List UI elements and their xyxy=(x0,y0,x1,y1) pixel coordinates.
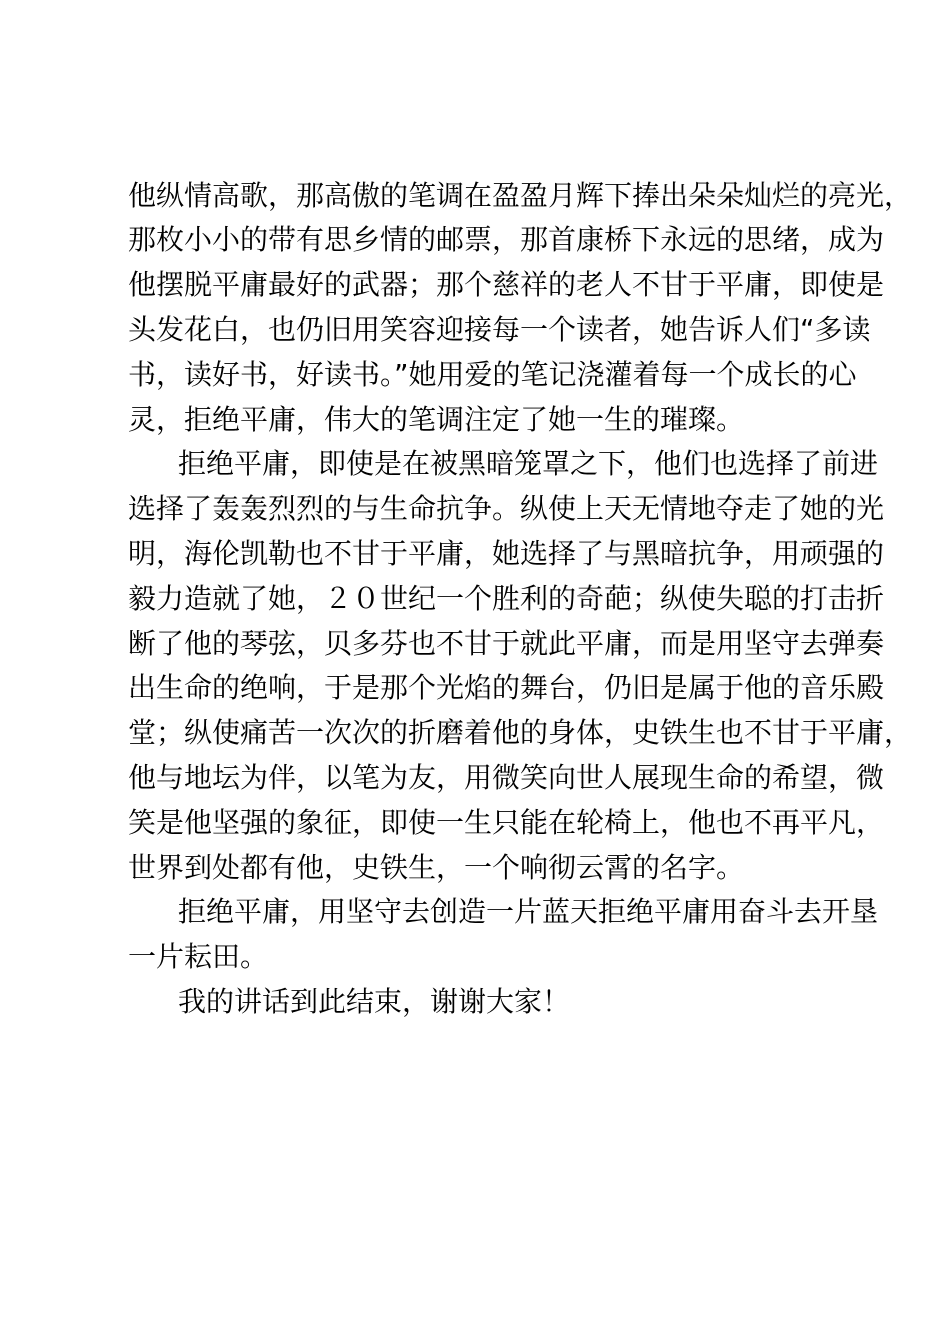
paragraph-1-line-6: 灵，拒绝平庸，伟大的笔调注定了她一生的璀璨。 xyxy=(128,403,745,436)
paragraph-2-line-4: 毅力造就了她，２０世纪一个胜利的奇葩；纵使失聪的打击折 xyxy=(128,582,885,615)
paragraph-1-line-2: 那枚小小的带有思乡情的邮票，那首康桥下永远的思绪，成为 xyxy=(128,223,885,256)
paragraph-1-line-5: 书，读好书，好读书。”她用爱的笔记浇灌着每一个成长的心 xyxy=(128,358,857,391)
paragraph-2-line-8: 他与地坛为伴，以笔为友，用微笑向世人展现生命的希望，微 xyxy=(128,761,885,794)
paragraph-2-line-1: 拒绝平庸，即使是在被黑暗笼罩之下，他们也选择了前进 xyxy=(178,447,879,480)
paragraph-2-line-2: 选择了轰轰烈烈的与生命抗争。纵使上天无情地夺走了她的光 xyxy=(128,492,885,525)
paragraph-2-line-10: 世界到处都有他，史铁生，一个响彻云霄的名字。 xyxy=(128,851,745,884)
paragraph-1-line-3: 他摆脱平庸最好的武器；那个慈祥的老人不甘于平庸，即使是 xyxy=(128,268,885,301)
paragraph-2-line-5: 断了他的琴弦，贝多芬也不甘于就此平庸，而是用坚守去弹奏 xyxy=(128,627,885,660)
paragraph-4-line-1: 我的讲话到此结束，谢谢大家！ xyxy=(178,985,571,1018)
paragraph-1-line-4: 头发花白，也仍旧用笑容迎接每一个读者，她告诉人们“多读 xyxy=(128,313,871,346)
paragraph-2-line-3: 明，海伦凯勒也不甘于平庸，她选择了与黑暗抗争，用顽强的 xyxy=(128,537,885,570)
paragraph-1-line-1: 他纵情高歌，那高傲的笔调在盈盈月辉下捧出朵朵灿烂的亮光， xyxy=(128,179,913,212)
paragraph-3-line-2: 一片耘田。 xyxy=(128,940,269,973)
paragraph-2-line-9: 笑是他坚强的象征，即使一生只能在轮椅上，他也不再平凡， xyxy=(128,806,885,839)
paragraph-2-line-6: 出生命的绝响，于是那个光焰的舞台，仍旧是属于他的音乐殿 xyxy=(128,671,885,704)
paragraph-2-line-7: 堂；纵使痛苦一次次的折磨着他的身体，史铁生也不甘于平庸， xyxy=(128,716,913,749)
paragraph-3-line-1: 拒绝平庸，用坚守去创造一片蓝天拒绝平庸用奋斗去开垦 xyxy=(178,895,879,928)
